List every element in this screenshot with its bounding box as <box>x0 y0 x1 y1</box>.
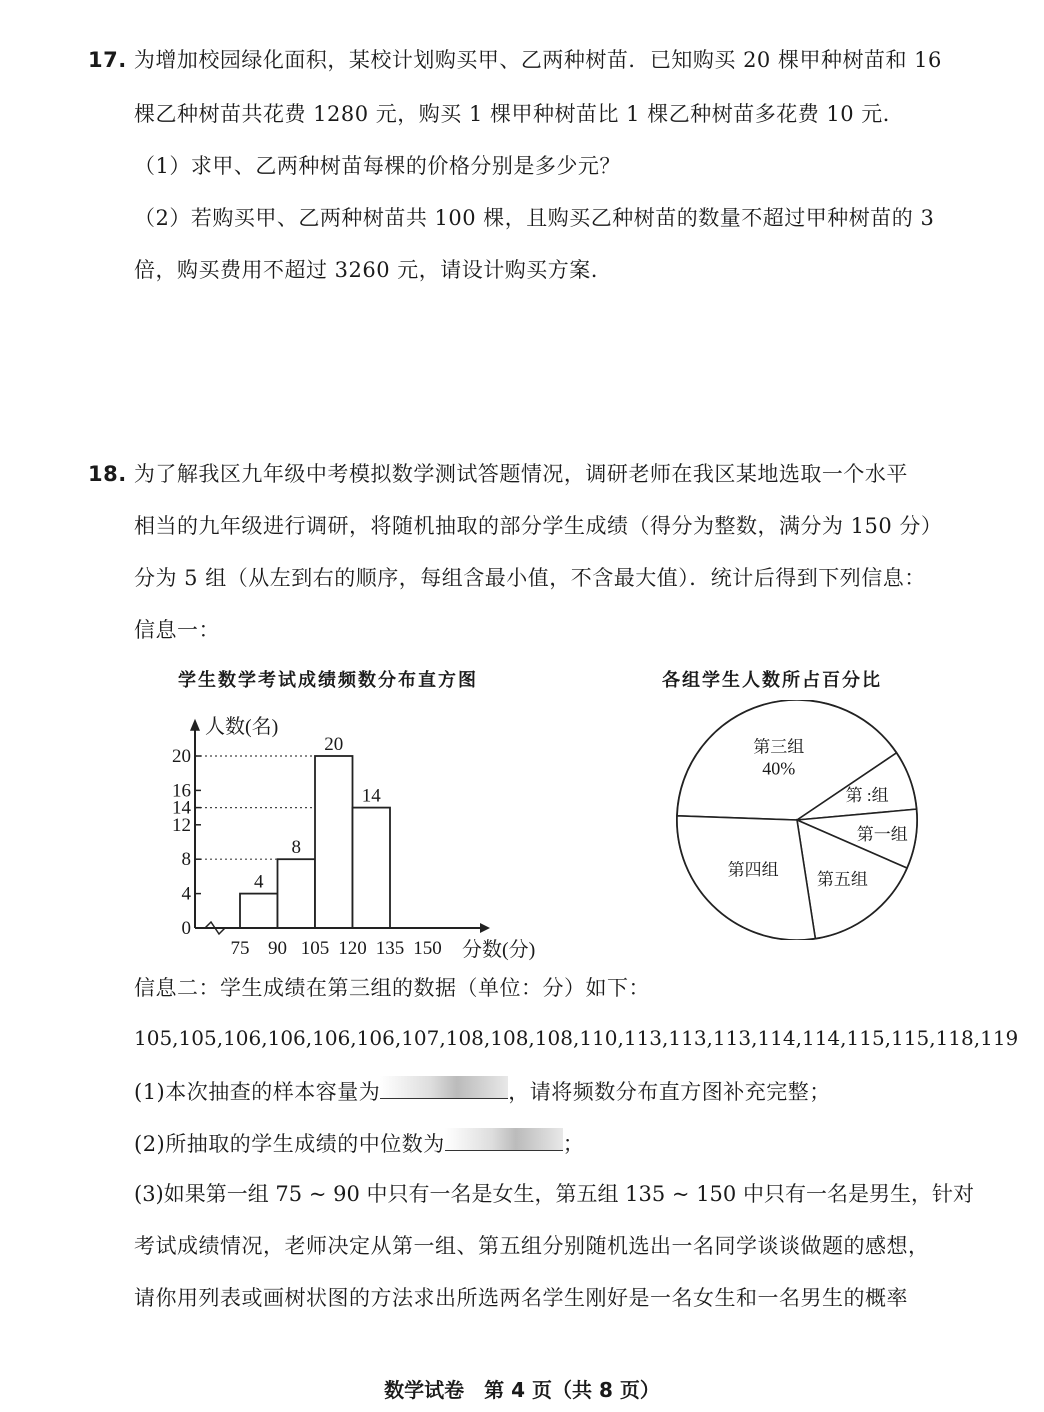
histogram-bar <box>315 756 353 928</box>
bar-data-label: 8 <box>291 837 301 859</box>
x-tick-label: 105 <box>300 938 330 959</box>
q17-number: 17. <box>88 48 127 72</box>
q18-line3: 分为 5 组（从左到右的顺序，每组含最小值，不含最大值）．统计后得到下列信息： <box>134 566 926 590</box>
q18-number: 18. <box>88 462 127 486</box>
q18-info2: 信息二：学生成绩在第三组的数据（单位：分）如下： <box>134 976 650 1000</box>
q18-line1 <box>88 460 908 488</box>
q18-data-list: 105,105,106,106,106,106,107,108,108,108,110,113,113,113,114,114,115,115,118,119 <box>134 1026 1019 1050</box>
q18-sub1 <box>134 1076 831 1106</box>
q18-info1: 信息一： <box>134 618 220 642</box>
y-axis-arrow <box>190 719 200 731</box>
y-tick-label: 4 <box>181 883 191 905</box>
q17-text-1: 为增加校园绿化面积，某校计划购买甲、乙两种树苗．已知购买 20 棵甲种树苗和 16 <box>133 48 942 72</box>
y-tick-label: 14 <box>172 797 191 819</box>
pie-percent-label: 40% <box>762 758 796 779</box>
x-axis-arrow <box>480 923 490 933</box>
q17-line2: 棵乙种树苗共花费 1280 元，购买 1 棵甲种树苗比 1 棵乙种树苗多花费 10 元． <box>134 102 905 126</box>
histogram-bar <box>278 859 316 928</box>
q18-sub3a: (3)如果第一组 75 ~ 90 中只有一名是女生，第五组 135 ~ 150 中只有一名是男生，针对 <box>134 1182 974 1206</box>
page-footer: 数学试卷 第 4 页（共 8 页） <box>384 1378 660 1402</box>
q18-sub2-text-a: (2)所抽取的学生成绩的中位数为 <box>134 1132 445 1156</box>
q18-sub2 <box>134 1128 584 1158</box>
pie-slice-label: 第四组 <box>727 860 779 880</box>
histogram-title: 学生数学考试成绩频数分布直方图 <box>178 670 478 691</box>
y-tick-label: 16 <box>172 780 191 802</box>
y-tick-label: 8 <box>181 849 191 871</box>
bar-data-label: 20 <box>324 734 344 755</box>
q17-part1: （1）求甲、乙两种树苗每棵的价格分别是多少元？ <box>134 154 621 178</box>
q17-part2b: 倍，购买费用不超过 3260 元，请设计购买方案. <box>134 258 598 282</box>
sample-size-blank[interactable] <box>380 1076 508 1099</box>
q18-line2: 相当的九年级进行调研，将随机抽取的部分学生成绩（得分为整数，满分为 150 分） <box>134 514 943 538</box>
q18-sub3c: 请你用列表或画树状图的方法求出所选两名学生刚好是一名女生和一名男生的概率 <box>134 1286 908 1310</box>
q17-line1 <box>88 46 942 74</box>
y-tick-label: 12 <box>172 814 191 836</box>
pie-title: 各组学生人数所占百分比 <box>662 670 882 691</box>
histogram-chart <box>150 700 570 965</box>
x-tick-label: 150 <box>413 938 442 959</box>
bar-data-label: 14 <box>361 785 381 807</box>
y-tick-label: 0 <box>181 918 191 939</box>
q18-sub2-text-b: ； <box>562 1132 585 1156</box>
q18-sub1-text-b: ，请将频数分布直方图补充完整； <box>508 1080 831 1104</box>
x-tick-label: 135 <box>375 938 405 959</box>
histogram-bar <box>240 894 278 928</box>
y-axis-title: 人数(名) <box>205 715 279 738</box>
histogram-bar <box>353 808 391 928</box>
q17-part2a: （2）若购买甲、乙两种树苗共 100 棵，且购买乙种树苗的数量不超过甲种树苗的 3 <box>134 206 935 230</box>
q18-text-1: 为了解我区九年级中考模拟数学测试答题情况，调研老师在我区某地选取一个水平 <box>133 462 908 486</box>
x-tick-label: 90 <box>268 938 287 959</box>
q18-sub1-text-a: (1)本次抽查的样本容量为 <box>134 1080 381 1104</box>
x-axis-title: 分数(分) <box>462 939 536 961</box>
x-tick-label: 75 <box>230 938 250 959</box>
median-blank[interactable] <box>445 1128 563 1151</box>
x-tick-label: 120 <box>338 938 367 959</box>
pie-chart <box>670 700 930 940</box>
bar-data-label: 4 <box>254 871 264 893</box>
pie-slice-label: 第一组 <box>856 824 908 844</box>
y-tick-label: 20 <box>172 746 191 767</box>
q18-sub3b: 考试成绩情况，老师决定从第一组、第五组分别随机选出一名同学谈谈做题的感想， <box>134 1234 930 1258</box>
pie-slice-label: 第 :组 <box>845 786 889 806</box>
pie-slice-label: 第五组 <box>816 869 868 889</box>
pie-slice-label: 第三组 <box>753 737 805 757</box>
